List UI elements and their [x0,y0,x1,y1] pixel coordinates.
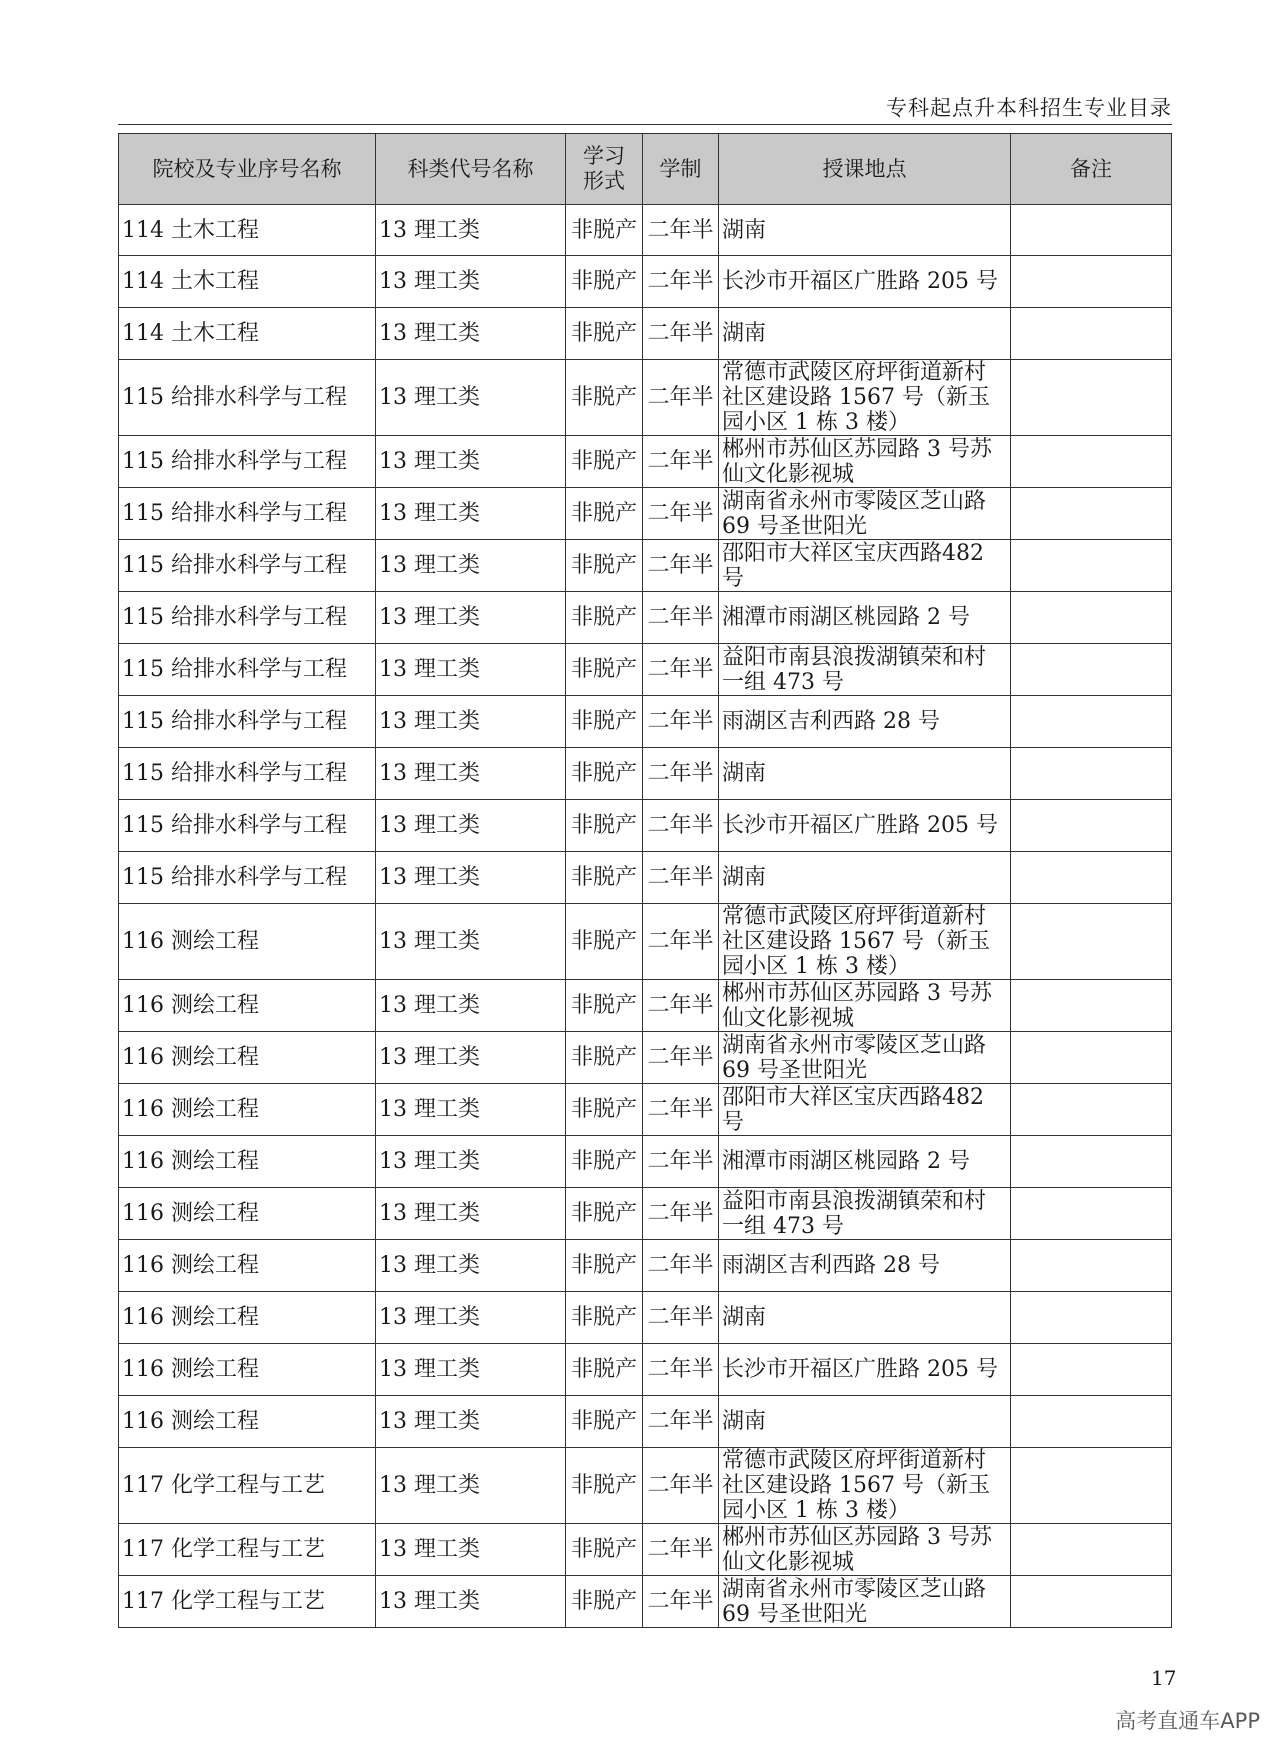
cell-note [1011,436,1172,488]
cell-duration: 二年半 [643,1292,719,1344]
cell-note [1011,256,1172,308]
cell-category: 13 理工类 [376,1188,566,1240]
cell-note [1011,1576,1172,1628]
table-row [119,1576,1172,1628]
cell-location: 郴州市苏仙区苏园路 3 号苏仙文化影视城 [719,1524,1011,1576]
cell-study-form: 非脱产 [566,1136,643,1188]
cell-major: 115 给排水科学与工程 [119,852,376,904]
cell-note [1011,1448,1172,1524]
table-row [119,1396,1172,1448]
table-row [119,980,1172,1032]
cell-category: 13 理工类 [376,1136,566,1188]
table-row [119,800,1172,852]
cell-major: 116 测绘工程 [119,1292,376,1344]
table-row [119,1344,1172,1396]
cell-note [1011,205,1172,256]
cell-category: 13 理工类 [376,1396,566,1448]
table-row [119,1292,1172,1344]
cell-location: 湖南 [719,1292,1011,1344]
major-catalog-table [118,133,1172,1628]
cell-study-form: 非脱产 [566,436,643,488]
cell-category: 13 理工类 [376,488,566,540]
cell-duration: 二年半 [643,308,719,360]
cell-duration: 二年半 [643,800,719,852]
cell-duration: 二年半 [643,205,719,256]
cell-note [1011,1084,1172,1136]
cell-category: 13 理工类 [376,644,566,696]
cell-category: 13 理工类 [376,1524,566,1576]
cell-duration: 二年半 [643,644,719,696]
cell-study-form: 非脱产 [566,1084,643,1136]
cell-location: 湘潭市雨湖区桃园路 2 号 [719,592,1011,644]
cell-location: 常德市武陵区府坪街道新村社区建设路 1567 号（新玉园小区 1 栋 3 楼） [719,1448,1011,1524]
cell-duration: 二年半 [643,980,719,1032]
cell-category: 13 理工类 [376,1292,566,1344]
cell-duration: 二年半 [643,1136,719,1188]
cell-major: 115 给排水科学与工程 [119,436,376,488]
cell-note [1011,904,1172,980]
cell-study-form: 非脱产 [566,1448,643,1524]
cell-study-form: 非脱产 [566,1240,643,1292]
cell-location: 益阳市南县浪拨湖镇荣和村一组 473 号 [719,1188,1011,1240]
cell-note [1011,696,1172,748]
table-row [119,1032,1172,1084]
table-row [119,1524,1172,1576]
column-header-major: 院校及专业序号名称 [119,134,376,205]
cell-note [1011,1292,1172,1344]
cell-category: 13 理工类 [376,308,566,360]
cell-duration: 二年半 [643,1524,719,1576]
column-header-location: 授课地点 [719,134,1011,205]
cell-location: 湖南 [719,748,1011,800]
cell-note [1011,1240,1172,1292]
cell-duration: 二年半 [643,1576,719,1628]
cell-category: 13 理工类 [376,904,566,980]
table-body [119,205,1172,1628]
cell-note [1011,1188,1172,1240]
cell-duration: 二年半 [643,696,719,748]
cell-note [1011,360,1172,436]
cell-study-form: 非脱产 [566,1576,643,1628]
cell-major: 116 测绘工程 [119,1084,376,1136]
cell-category: 13 理工类 [376,436,566,488]
cell-category: 13 理工类 [376,1084,566,1136]
cell-location: 郴州市苏仙区苏园路 3 号苏仙文化影视城 [719,436,1011,488]
cell-category: 13 理工类 [376,1576,566,1628]
column-header-note: 备注 [1011,134,1172,205]
table-row [119,748,1172,800]
cell-major: 116 测绘工程 [119,1396,376,1448]
cell-study-form: 非脱产 [566,488,643,540]
page-header-title: 专科起点升本科招生专业目录 [886,96,1172,120]
cell-duration: 二年半 [643,1448,719,1524]
cell-category: 13 理工类 [376,1240,566,1292]
cell-duration: 二年半 [643,488,719,540]
table-row [119,308,1172,360]
cell-note [1011,644,1172,696]
cell-major: 115 给排水科学与工程 [119,748,376,800]
table-row [119,852,1172,904]
cell-category: 13 理工类 [376,540,566,592]
cell-note [1011,1032,1172,1084]
cell-major: 116 测绘工程 [119,904,376,980]
cell-study-form: 非脱产 [566,1524,643,1576]
cell-major: 115 给排水科学与工程 [119,540,376,592]
cell-note [1011,852,1172,904]
cell-major: 116 测绘工程 [119,980,376,1032]
cell-study-form: 非脱产 [566,360,643,436]
column-header-duration: 学制 [643,134,719,205]
cell-study-form: 非脱产 [566,1032,643,1084]
cell-duration: 二年半 [643,1084,719,1136]
cell-study-form: 非脱产 [566,256,643,308]
cell-study-form: 非脱产 [566,1188,643,1240]
cell-study-form: 非脱产 [566,205,643,256]
cell-duration: 二年半 [643,1032,719,1084]
cell-note [1011,800,1172,852]
cell-duration: 二年半 [643,540,719,592]
cell-study-form: 非脱产 [566,308,643,360]
cell-study-form: 非脱产 [566,540,643,592]
cell-major: 117 化学工程与工艺 [119,1524,376,1576]
cell-duration: 二年半 [643,1188,719,1240]
cell-location: 长沙市开福区广胜路 205 号 [719,800,1011,852]
table-row [119,205,1172,256]
cell-category: 13 理工类 [376,748,566,800]
cell-major: 115 给排水科学与工程 [119,800,376,852]
table-row [119,540,1172,592]
cell-major: 116 测绘工程 [119,1344,376,1396]
cell-duration: 二年半 [643,360,719,436]
table-row [119,904,1172,980]
cell-location: 郴州市苏仙区苏园路 3 号苏仙文化影视城 [719,980,1011,1032]
cell-location: 湖南省永州市零陵区芝山路 69 号圣世阳光 [719,1032,1011,1084]
cell-location: 湘潭市雨湖区桃园路 2 号 [719,1136,1011,1188]
cell-duration: 二年半 [643,1240,719,1292]
cell-duration: 二年半 [643,904,719,980]
cell-major: 115 给排水科学与工程 [119,696,376,748]
cell-note [1011,488,1172,540]
cell-duration: 二年半 [643,436,719,488]
table-row [119,1084,1172,1136]
cell-location: 长沙市开福区广胜路 205 号 [719,256,1011,308]
watermark-text: 高考直通车APP [1115,1709,1260,1733]
cell-note [1011,1396,1172,1448]
cell-study-form: 非脱产 [566,644,643,696]
cell-major: 117 化学工程与工艺 [119,1448,376,1524]
cell-study-form: 非脱产 [566,852,643,904]
cell-duration: 二年半 [643,592,719,644]
cell-location: 邵阳市大祥区宝庆西路482 号 [719,540,1011,592]
cell-location: 雨湖区吉利西路 28 号 [719,696,1011,748]
cell-category: 13 理工类 [376,696,566,748]
cell-note [1011,980,1172,1032]
table-row [119,488,1172,540]
cell-major: 114 土木工程 [119,308,376,360]
page-number: 17 [1151,1666,1177,1690]
cell-location: 益阳市南县浪拨湖镇荣和村一组 473 号 [719,644,1011,696]
cell-duration: 二年半 [643,1344,719,1396]
cell-study-form: 非脱产 [566,904,643,980]
cell-note [1011,1344,1172,1396]
cell-location: 雨湖区吉利西路 28 号 [719,1240,1011,1292]
cell-major: 116 测绘工程 [119,1188,376,1240]
cell-duration: 二年半 [643,852,719,904]
cell-category: 13 理工类 [376,852,566,904]
cell-duration: 二年半 [643,256,719,308]
cell-note [1011,1524,1172,1576]
cell-study-form: 非脱产 [566,1292,643,1344]
cell-category: 13 理工类 [376,205,566,256]
table-row [119,436,1172,488]
cell-study-form: 非脱产 [566,800,643,852]
cell-major: 116 测绘工程 [119,1032,376,1084]
table-row [119,1188,1172,1240]
cell-major: 115 给排水科学与工程 [119,592,376,644]
table-row [119,360,1172,436]
cell-study-form: 非脱产 [566,592,643,644]
cell-major: 117 化学工程与工艺 [119,1576,376,1628]
cell-major: 116 测绘工程 [119,1136,376,1188]
cell-major: 114 土木工程 [119,256,376,308]
table-row [119,256,1172,308]
cell-location: 常德市武陵区府坪街道新村社区建设路 1567 号（新玉园小区 1 栋 3 楼） [719,904,1011,980]
cell-study-form: 非脱产 [566,696,643,748]
cell-category: 13 理工类 [376,800,566,852]
cell-location: 邵阳市大祥区宝庆西路482 号 [719,1084,1011,1136]
table-row [119,644,1172,696]
column-header-study-form [566,134,643,205]
cell-location: 湖南 [719,205,1011,256]
cell-note [1011,308,1172,360]
cell-category: 13 理工类 [376,360,566,436]
cell-location: 湖南省永州市零陵区芝山路 69 号圣世阳光 [719,488,1011,540]
cell-category: 13 理工类 [376,1448,566,1524]
cell-duration: 二年半 [643,748,719,800]
cell-category: 13 理工类 [376,592,566,644]
cell-category: 13 理工类 [376,1032,566,1084]
cell-major: 115 给排水科学与工程 [119,644,376,696]
cell-study-form: 非脱产 [566,748,643,800]
cell-category: 13 理工类 [376,980,566,1032]
cell-location: 常德市武陵区府坪街道新村社区建设路 1567 号（新玉园小区 1 栋 3 楼） [719,360,1011,436]
cell-duration: 二年半 [643,1396,719,1448]
cell-study-form: 非脱产 [566,980,643,1032]
cell-major: 114 土木工程 [119,205,376,256]
cell-major: 115 给排水科学与工程 [119,488,376,540]
table-header-row [119,134,1172,205]
cell-note [1011,748,1172,800]
study-form-header-text: 学习形式 [583,144,625,193]
cell-study-form: 非脱产 [566,1396,643,1448]
cell-location: 湖南省永州市零陵区芝山路 69 号圣世阳光 [719,1576,1011,1628]
header-divider [118,124,1172,125]
cell-note [1011,540,1172,592]
table-row [119,592,1172,644]
column-header-category: 科类代号名称 [376,134,566,205]
cell-major: 115 给排水科学与工程 [119,360,376,436]
cell-major: 116 测绘工程 [119,1240,376,1292]
cell-study-form: 非脱产 [566,1344,643,1396]
cell-note [1011,592,1172,644]
table-row [119,1448,1172,1524]
cell-note [1011,1136,1172,1188]
table-row [119,696,1172,748]
cell-category: 13 理工类 [376,256,566,308]
table-row [119,1136,1172,1188]
cell-location: 长沙市开福区广胜路 205 号 [719,1344,1011,1396]
cell-location: 湖南 [719,1396,1011,1448]
cell-category: 13 理工类 [376,1344,566,1396]
table-row [119,1240,1172,1292]
cell-location: 湖南 [719,308,1011,360]
cell-location: 湖南 [719,852,1011,904]
